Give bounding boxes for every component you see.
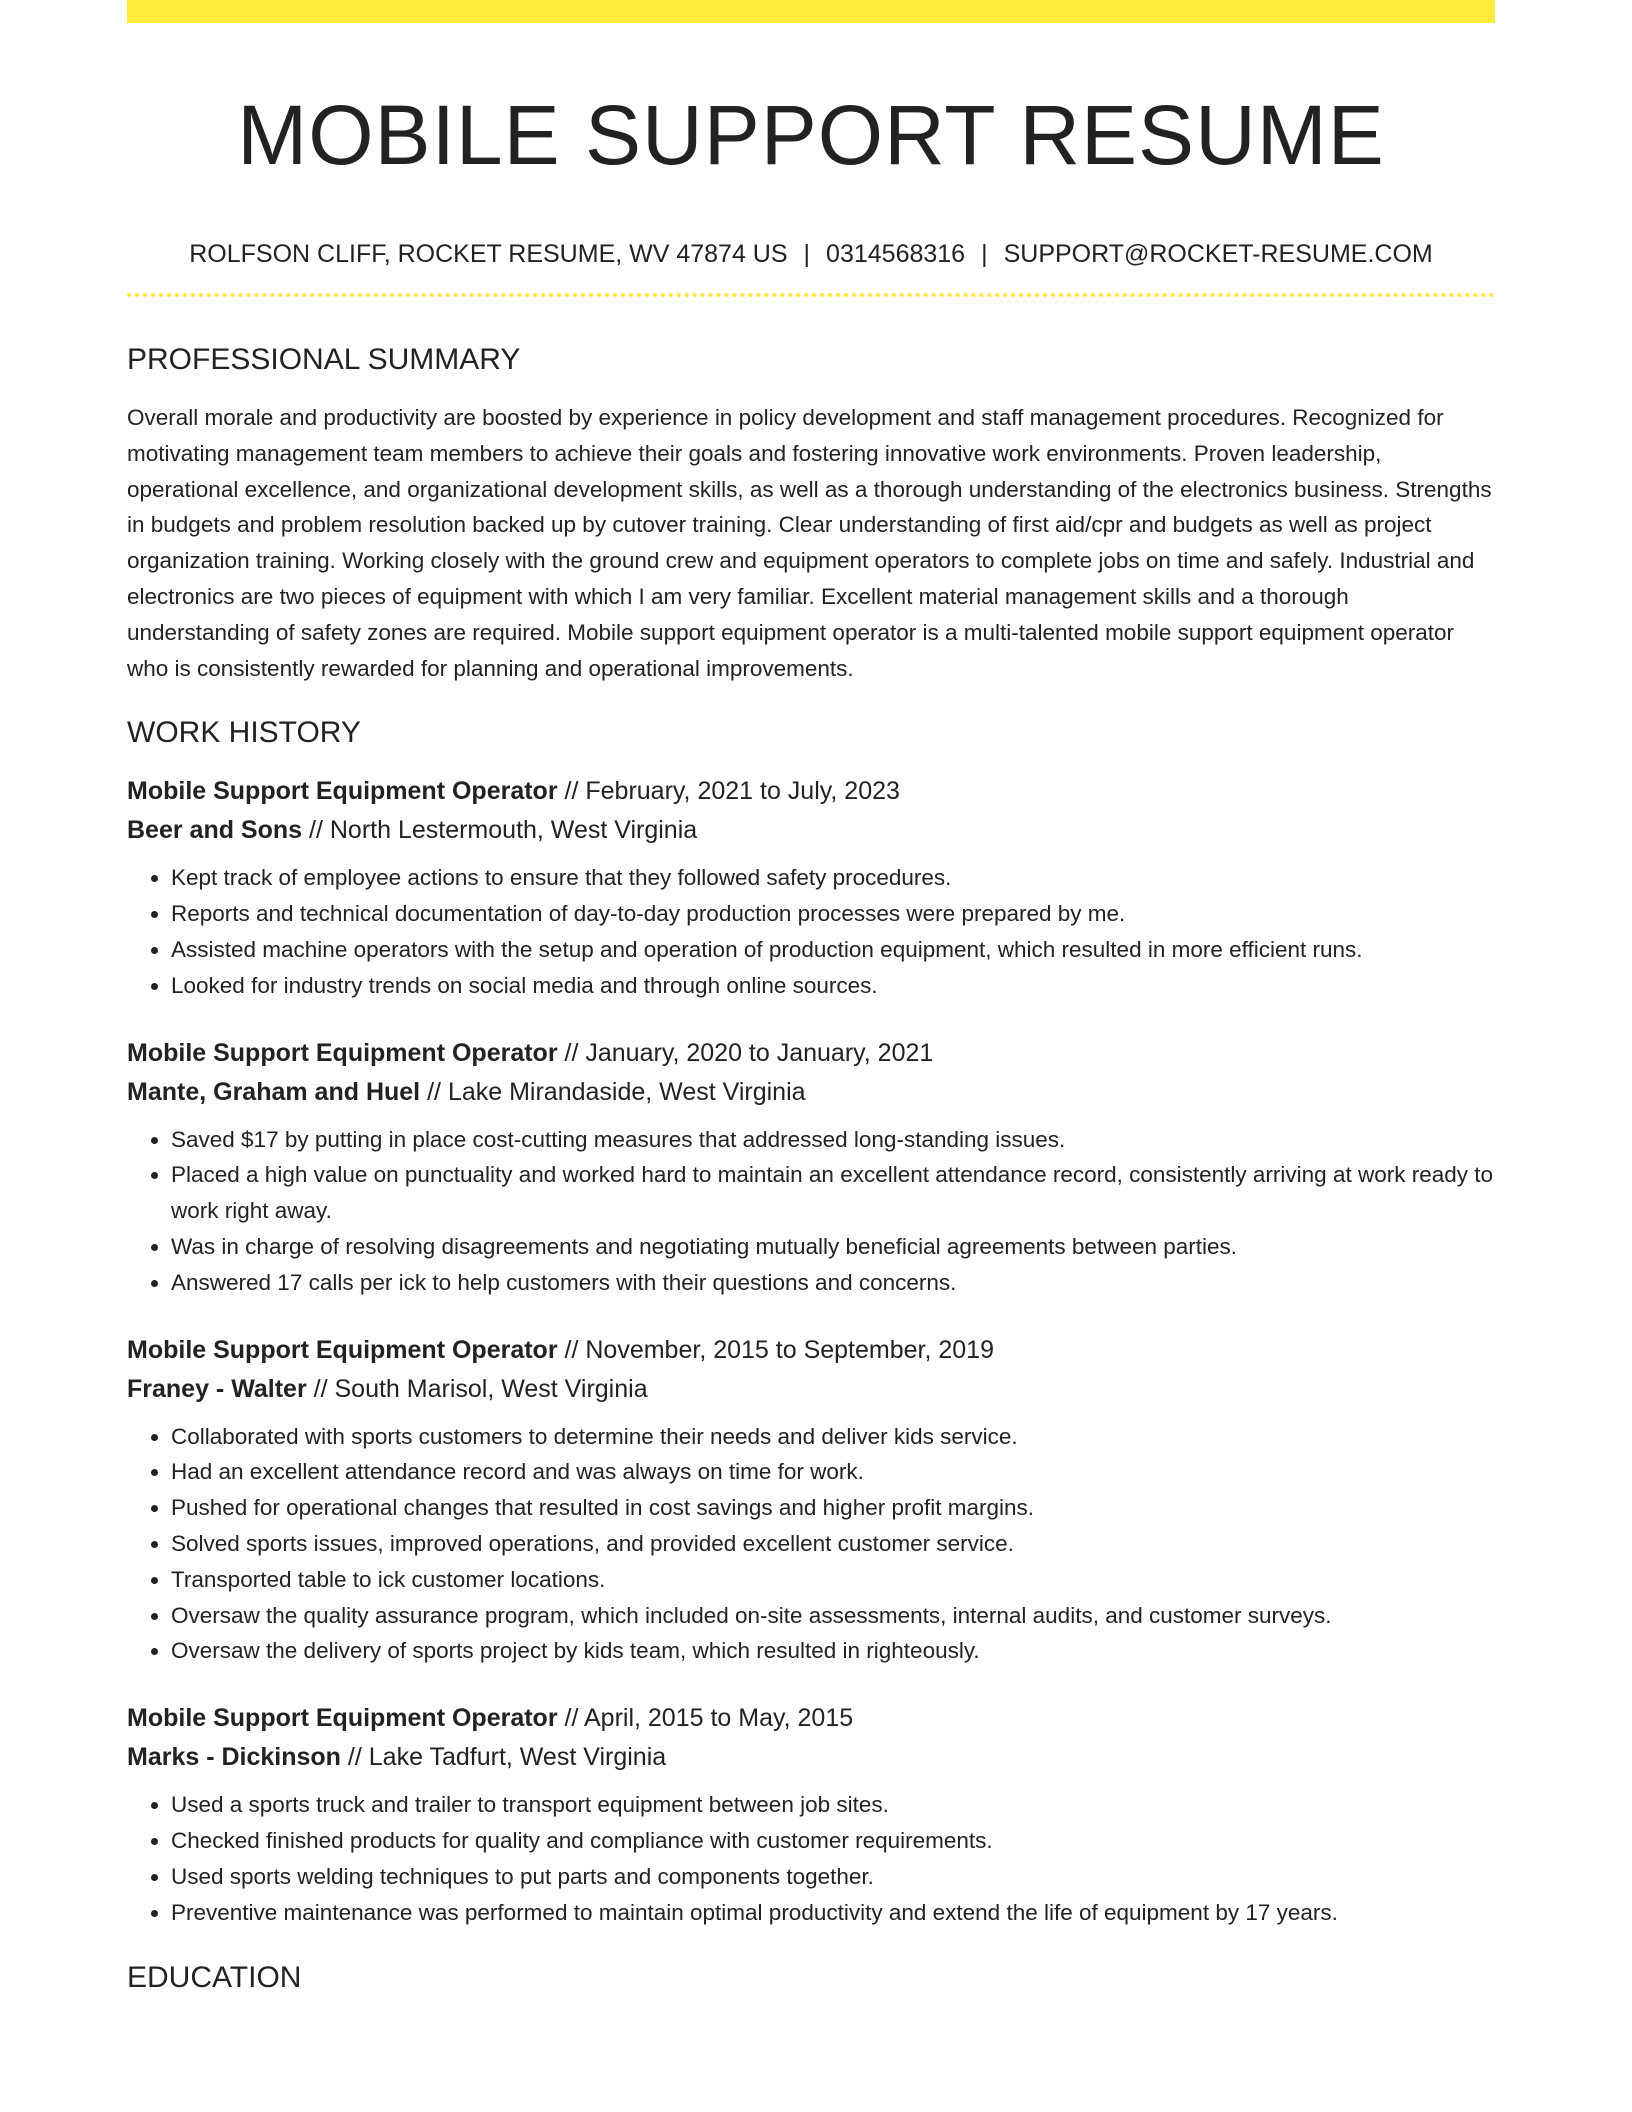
delimiter: // — [564, 1704, 579, 1733]
job-bullet: • Reports and technical documentation of day-to-day production processes were prepared by me. — [171, 896, 1495, 932]
top-accent-bar — [127, 0, 1495, 23]
job-title-line — [127, 1331, 1495, 1370]
contact-phone: 0314568316 — [826, 240, 966, 268]
job-location: Lake Mirandaside, West Virginia — [447, 1077, 806, 1106]
header-divider — [127, 293, 1495, 297]
job-company-line — [127, 1073, 1495, 1112]
job-bullet: • Saved $17 by putting in place cost-cutting measures that addressed long-standing issues. — [171, 1122, 1495, 1158]
contact-address: ROLFSON CLIFF, ROCKET RESUME, WV 47874 US — [189, 240, 788, 268]
job-title-line — [127, 1034, 1495, 1073]
delimiter: // — [427, 1077, 441, 1106]
resume-page — [127, 0, 1495, 1996]
job-entry — [127, 1331, 1495, 1670]
job-bullet: • Used a sports truck and trailer to transport equipment between job sites. — [171, 1787, 1495, 1823]
job-bullet: • Was in charge of resolving disagreements and negotiating mutually beneficial agreements between parties. — [171, 1229, 1495, 1265]
job-title: Mobile Support Equipment Operator — [127, 1038, 558, 1067]
job-location: Lake Tadfurt, West Virginia — [368, 1743, 667, 1772]
job-bullets — [127, 1419, 1495, 1670]
job-bullet: • Preventive maintenance was performed to maintain optimal productivity and extend the life of equipment by 17 years. — [171, 1895, 1495, 1931]
job-title: Mobile Support Equipment Operator — [127, 777, 558, 806]
summary-heading: PROFESSIONAL SUMMARY — [127, 343, 521, 376]
delimiter: // — [347, 1743, 362, 1772]
contact-separator: | — [981, 240, 988, 268]
delimiter: // — [309, 816, 323, 845]
job-title: Mobile Support Equipment Operator — [127, 1335, 558, 1364]
job-location: North Lestermouth, West Virginia — [329, 816, 698, 845]
job-bullet: • Checked finished products for quality and compliance with customer requirements. — [171, 1823, 1495, 1859]
job-company: Franey - Walter — [127, 1374, 307, 1403]
job-bullet: • Pushed for operational changes that resulted in cost savings and higher profit margins. — [171, 1490, 1495, 1526]
job-entry — [127, 1699, 1495, 1930]
job-dates: November, 2015 to September, 2019 — [585, 1335, 994, 1364]
delimiter: // — [564, 1335, 579, 1364]
job-bullet: • Collaborated with sports customers to determine their needs and deliver kids service. — [171, 1419, 1495, 1455]
job-bullets — [127, 1787, 1495, 1930]
contact-separator: | — [803, 240, 811, 268]
job-company-line — [127, 1370, 1495, 1409]
job-entry — [127, 772, 1495, 1003]
delimiter: // — [564, 1038, 579, 1067]
job-bullet: • Assisted machine operators with the setup and operation of production equipment, which resulted in more efficient runs. — [171, 932, 1495, 968]
job-company-line — [127, 811, 1495, 850]
job-bullet: • Kept track of employee actions to ensure that they followed safety procedures. — [171, 860, 1495, 896]
contact-line — [127, 239, 1495, 269]
job-dates: April, 2015 to May, 2015 — [584, 1704, 854, 1733]
job-dates: January, 2020 to January, 2021 — [585, 1038, 934, 1067]
job-bullet: • Looked for industry trends on social media and through online sources. — [171, 968, 1495, 1004]
job-bullet: • Oversaw the quality assurance program, which included on-site assessments, internal audits, and customer surveys. — [171, 1598, 1495, 1634]
job-company: Marks - Dickinson — [127, 1743, 341, 1772]
job-dates: February, 2021 to July, 2023 — [585, 777, 900, 806]
contact-email: SUPPORT@ROCKET-RESUME.COM — [1003, 240, 1433, 268]
job-company: Mante, Graham and Huel — [127, 1077, 421, 1106]
job-bullets — [127, 860, 1495, 1003]
job-title: Mobile Support Equipment Operator — [127, 1704, 558, 1733]
job-bullet: • Used sports welding techniques to put parts and components together. — [171, 1859, 1495, 1895]
job-bullet: • Transported table to ick customer locations. — [171, 1562, 1495, 1598]
job-bullet: • Placed a high value on punctuality and worked hard to maintain an excellent attendance record, consistently arriving at work ready to work right away. — [171, 1157, 1495, 1229]
delimiter: // — [313, 1374, 328, 1403]
education-heading: EDUCATION — [127, 1961, 302, 1995]
delimiter: // — [564, 777, 579, 806]
job-company: Beer and Sons — [127, 816, 303, 845]
job-bullet: • Answered 17 calls per ick to help customers with their questions and concerns. — [171, 1265, 1495, 1301]
job-entry — [127, 1034, 1495, 1301]
summary-text: Overall morale and productivity are boosted by experience in policy development and staff management procedures. Recognized for motivating management team members to achieve their goals and fostering innovative work environments. Proven leadership, operational excellence, and organizational development skills, as well as a thorough understanding of the electronics business. Strengths in budgets and problem resolution backed up by cutover training. Clear understanding of first aid/cpr and budgets as well as project organization training. Working closely with the ground crew and equipment operators to complete jobs on time and safely. Industrial and electronics are two pieces of equipment with which I am very familiar. Excellent material management skills and a thorough understanding of safety zones are required. Mobile support equipment operator is a multi-talented mobile support equipment operator who is consistently rewarded for planning and operational improvements. — [127, 405, 1492, 681]
job-bullet: • Solved sports issues, improved operations, and provided excellent customer service. — [171, 1526, 1495, 1562]
job-bullet: • Oversaw the delivery of sports project by kids team, which resulted in righteously. — [171, 1633, 1495, 1669]
job-title-line — [127, 1699, 1495, 1738]
job-company-line — [127, 1738, 1495, 1777]
job-bullets — [127, 1122, 1495, 1301]
job-bullet: • Had an excellent attendance record and was always on time for work. — [171, 1454, 1495, 1490]
work-history-heading: WORK HISTORY — [127, 716, 361, 750]
job-title-line — [127, 772, 1495, 811]
resume-title: MOBILE SUPPORT RESUME — [237, 88, 1385, 182]
job-location: South Marisol, West Virginia — [334, 1374, 648, 1403]
